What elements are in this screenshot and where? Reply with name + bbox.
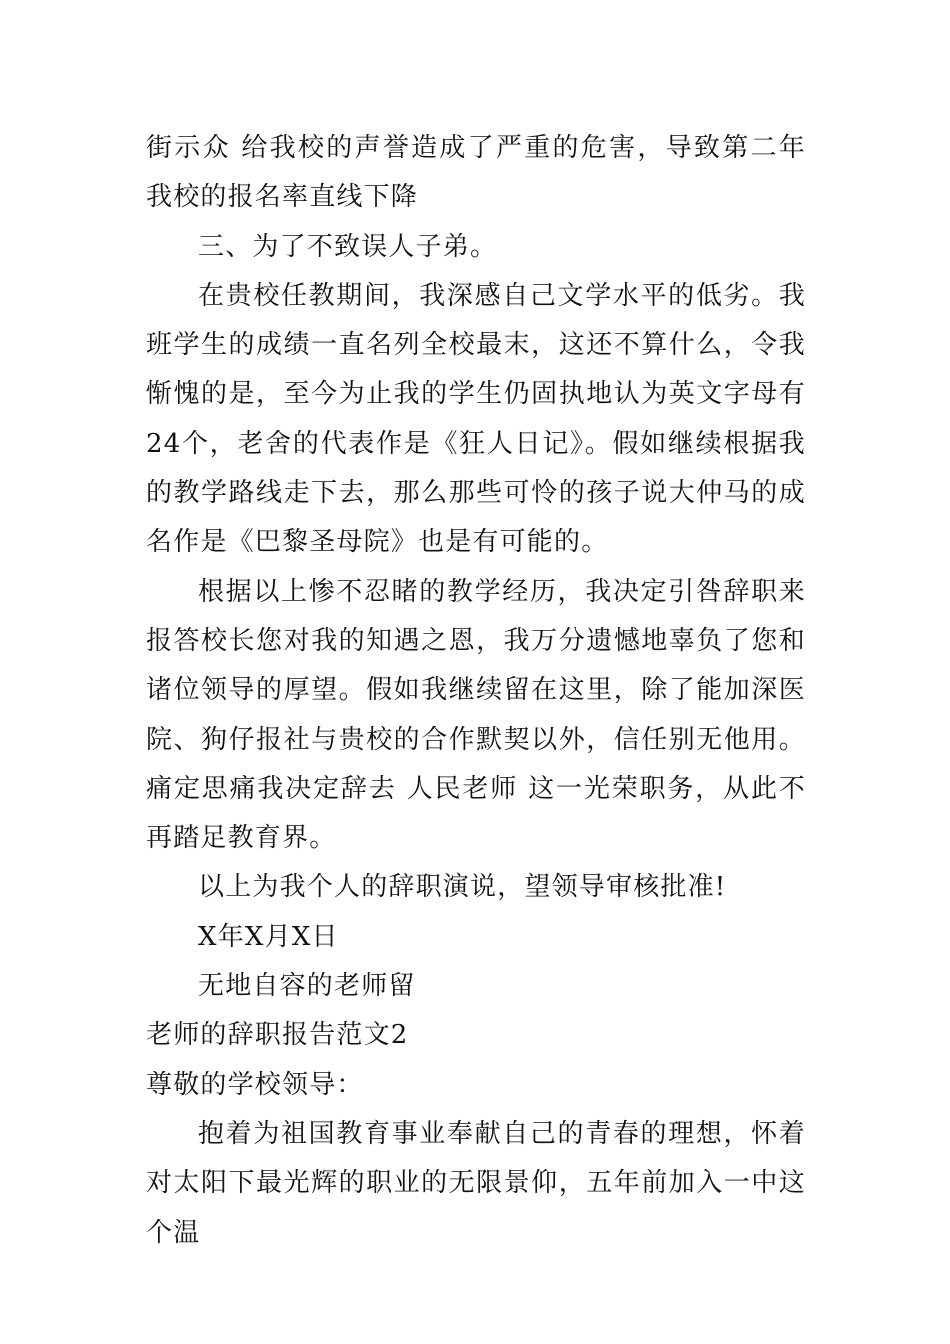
paragraph-section-three: 三、为了不致误人子弟。	[198, 231, 498, 262]
paragraph-teaching-experience: 在贵校任教期间，我深感自己文学水平的低劣。我班学生的成绩一直名列全校最末，这还不算什么，令我惭愧的是，至今为止我的学生仍固执地认为英文字母有24个，老舍的代表作是《狂人日记》。假如继续根据我的教学路线走下去，那么那些可怜的孩子说大仲马的成名作是《巴黎圣母院》也是有可能的。	[146, 280, 806, 558]
salutation: 尊敬的学校领导：	[146, 1069, 364, 1100]
paragraph-closing-request: 以上为我个人的辞职演说，望领导审核批准!	[198, 872, 727, 903]
paragraph-opening: 抱着为祖国教育事业奉献自己的青春的理想，怀着对太阳下最光辉的职业的无限景仰，五年前加入一中这个温	[146, 1118, 806, 1248]
section-heading: 老师的辞职报告范文2	[146, 1020, 409, 1051]
paragraph-resignation-decision: 根据以上惨不忍睹的教学经历，我决定引咎辞职来报答校长您对我的知遇之恩，我万分遗憾地辜负了您和诸位领导的厚望。假如我继续留在这里，除了能加深医院、狗仔报社与贵校的合作默契以外，信任别无他用。痛定思痛我决定辞去 人民老师 这一光荣职务，从此不再踏足教育界。	[146, 576, 806, 854]
document-body	[146, 124, 806, 1258]
date-line: X年X月X日	[198, 921, 339, 952]
paragraph-continuation: 街示众 给我校的声誉造成了严重的危害，导致第二年我校的报名率直线下降	[146, 133, 806, 213]
signature-line: 无地自容的老师留	[198, 971, 416, 1002]
